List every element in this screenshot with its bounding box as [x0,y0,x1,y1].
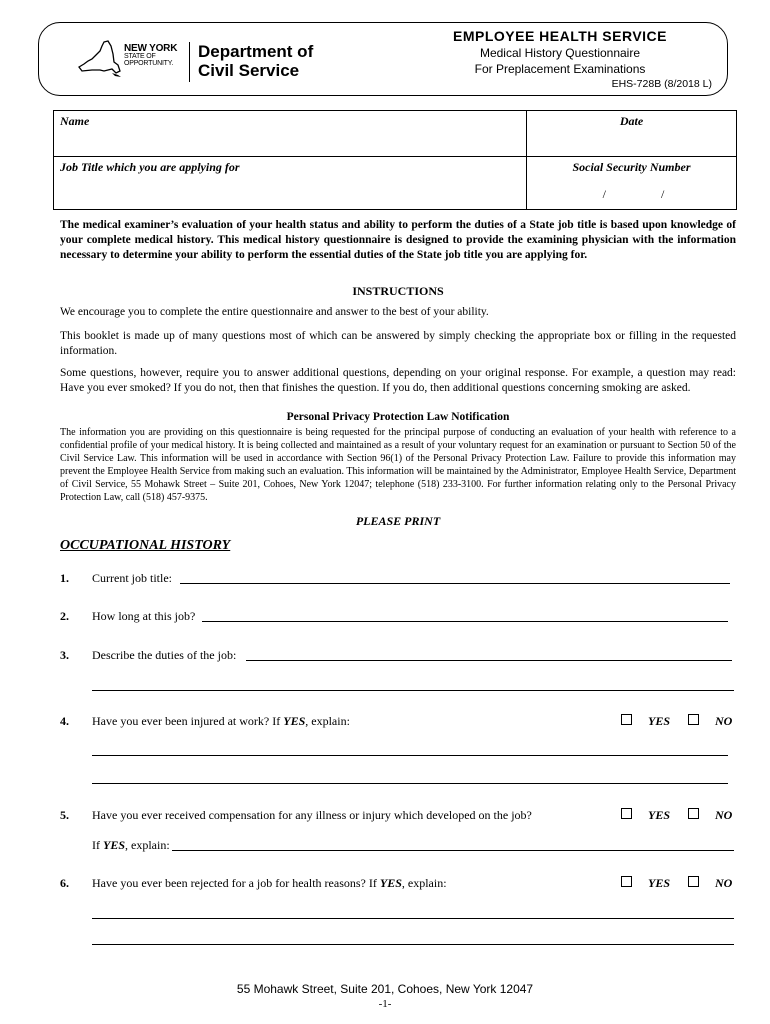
question-text-emphasis: YES [379,876,402,890]
please-print-note: PLEASE PRINT [355,514,441,528]
logo-wordmark [124,44,177,67]
followup-text-part: , explain: [125,838,170,852]
applicant-info-table [53,110,737,210]
no-checkbox[interactable] [688,714,699,725]
date-field[interactable] [527,111,737,157]
yes-checkbox[interactable] [621,876,632,887]
injury-explain-line-2[interactable] [92,783,728,784]
no-label: NO [715,876,733,890]
yes-label: YES [648,876,671,890]
current-job-title-line[interactable] [180,583,730,584]
job-title-label: Job Title which you are applying for [60,160,240,174]
yes-checkbox[interactable] [621,808,632,819]
ssn-format: / / [602,187,691,201]
instructions-paragraph-3: Some questions, however, require you to answer additional questions, depending on your original response. For example, a question may read: Have you ever smoked? If you do not, then that finishes the question. If you do, then additional questions concerning smoking are asked. [60,367,736,394]
followup-text [92,838,170,853]
question-text-part: , explain: [401,876,447,890]
section-title: OCCUPATIONAL HISTORY [60,538,231,553]
date-label: Date [619,114,644,128]
question-text-part: Have you ever been rejected for a job for health reasons? If [92,876,380,890]
job-title-field[interactable] [54,157,527,210]
header-titles [395,28,725,77]
question-number: 6. [60,876,69,890]
footer-address: 55 Mohawk Street, Suite 201, Cohoes, New York 12047 [236,982,534,996]
logo-line-3: OPPORTUNITY. [124,60,174,67]
no-checkbox[interactable] [688,876,699,887]
agency-logo [78,38,338,86]
question-text [92,876,447,891]
page-number: -1- [378,998,392,1010]
followup-text-emphasis: YES [103,838,126,852]
instructions-paragraph-2: This booklet is made up of many questions most of which can be answered by simply checking the appropriate box or filling in the requested information. [60,330,736,357]
job-duties-line-2[interactable] [92,690,734,691]
question-text: Current job title: [92,571,172,585]
new-york-state-map-icon [78,40,122,80]
page-footer [0,982,770,1012]
form-number: EHS-728B (8/2018 L) [611,78,712,90]
question-number: 2. [60,609,69,623]
question-text: Describe the duties of the job: [92,648,237,662]
department-name [198,42,313,80]
job-duties-line-1[interactable] [246,660,732,661]
rejected-explain-line-2[interactable] [92,944,734,945]
privacy-notice: The information you are providing on this questionnaire is being requested for the principal purpose of conducting an evaluation of your health with reference to a confidential profile of your medical history. It is being collected and maintained as a result of your voluntary request for an examination or pursuant to Section 50 of the Civil Service Law. This information will be used in accordance with Section 96(1) of the Personal Privacy Protection Law. Failure to provide this information may prevent the Employee Health Service from making such an evaluation. This information will be maintained by the Administrator, Employee Health Service, Department of Civil Service, 55 Mohawk Street – Suite 201, Cohoes, New York 12047; telephone (518) 233-3100. For further information relating only to the Personal Privacy Protection Law, call (518) 457-9375. [60,427,736,503]
ssn-field[interactable] [527,157,737,210]
yes-label: YES [648,714,671,728]
compensation-explain-line[interactable] [172,850,734,851]
name-label: Name [60,114,90,128]
document-subtitle-1: Medical History Questionnaire [479,46,641,60]
question-text: Have you ever received compensation for any illness or injury which developed on the job? [92,808,532,822]
privacy-heading: Personal Privacy Protection Law Notification [286,411,510,423]
followup-text-part: If [92,838,103,852]
question-number: 1. [60,571,69,585]
document-title: EMPLOYEE HEALTH SERVICE [452,28,667,44]
question-number: 5. [60,808,69,822]
dept-line-1: Department of [198,42,314,61]
question-text-part: Have you ever been injured at work? If [92,714,284,728]
logo-divider [189,42,190,82]
logo-line-2: STATE OF [124,53,156,60]
yes-checkbox[interactable] [621,714,632,725]
job-duration-line[interactable] [202,621,728,622]
question-number: 3. [60,648,69,662]
document-subtitle-2: For Preplacement Examinations [474,62,646,76]
dept-line-2: Civil Service [198,61,300,80]
question-text: How long at this job? [92,609,196,623]
ssn-label: Social Security Number [572,160,691,174]
logo-line-1: NEW YORK [124,43,178,54]
intro-paragraph: The medical examiner’s evaluation of your health status and ability to perform the duties of a State job title is based upon knowledge of your complete medical history. This medical history questionnaire is designed to provide the examining physician with the information necessary to determine your ability to perform the essential duties of the State job title you are applying for. [60,219,736,261]
question-text [92,714,350,729]
yes-label: YES [648,808,671,822]
question-number: 4. [60,714,69,728]
rejected-explain-line-1[interactable] [92,918,734,919]
name-field[interactable] [54,111,527,157]
instructions-heading: INSTRUCTIONS [352,284,444,298]
question-text-emphasis: YES [283,714,306,728]
question-text-part: , explain: [305,714,350,728]
no-label: NO [715,808,733,822]
no-checkbox[interactable] [688,808,699,819]
injury-explain-line-1[interactable] [92,755,728,756]
instructions-paragraph-1: We encourage you to complete the entire questionnaire and answer to the best of your ability. [60,306,489,318]
no-label: NO [715,714,733,728]
